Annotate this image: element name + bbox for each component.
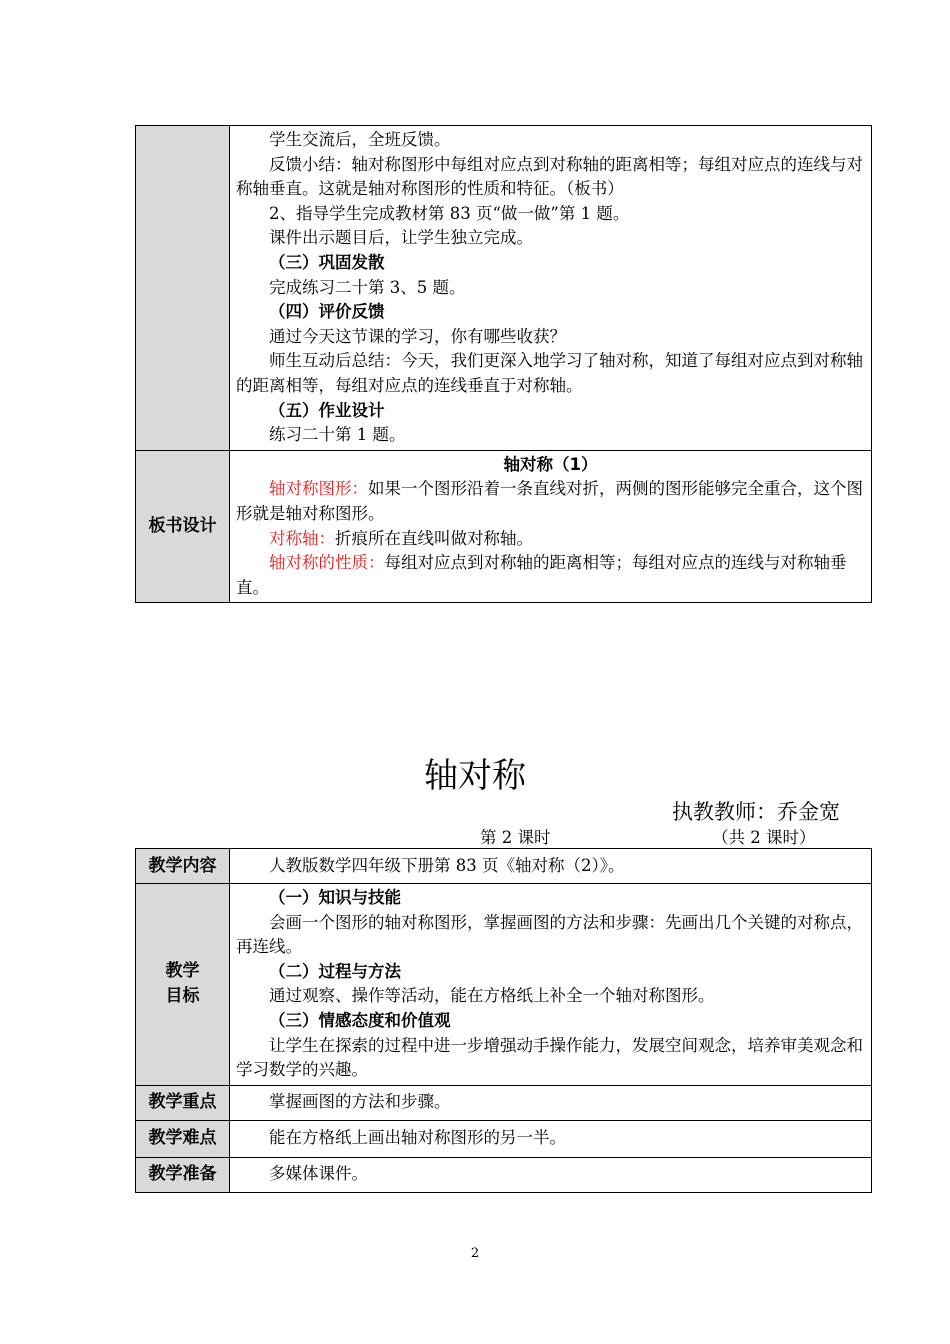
- section-heading: （四）评价反馈: [269, 302, 385, 322]
- goals-label-line: 教学: [165, 961, 200, 982]
- board-term: 对称轴：: [269, 528, 335, 548]
- board-desc: 如果一个图形沿着一条直线对折，两侧的图形能够完全重合，这个图形就是轴对称图形。: [236, 479, 863, 523]
- teaching-content-label: 教学内容: [136, 849, 230, 884]
- teaching-difficulty-row: [136, 1120, 872, 1157]
- board-title: 轴对称（1）: [503, 454, 598, 474]
- process-row: [136, 126, 872, 451]
- teaching-goals-content: [230, 884, 872, 1086]
- board-item: [236, 551, 865, 600]
- teacher-name: 执教教师：乔金宽: [672, 800, 840, 824]
- lesson-number: 第 2 课时: [480, 828, 551, 847]
- teaching-focus-cell: [230, 1085, 872, 1120]
- board-term: 轴对称的性质：: [269, 553, 385, 573]
- board-desc: 每组对应点到对称轴的距离相等；每组对应点的连线与对称轴垂直。: [236, 553, 847, 597]
- teaching-focus-row: [136, 1085, 872, 1120]
- process-label-cell: [136, 126, 230, 451]
- teaching-focus-label: 教学重点: [136, 1085, 230, 1120]
- process-text: 课件出示题目后，让学生独立完成。: [269, 228, 533, 248]
- teaching-prep-row: [136, 1157, 872, 1192]
- process-text: 练习二十第 1 题。: [269, 425, 406, 445]
- goal-heading: （一）知识与技能: [269, 888, 401, 907]
- goal-text: 让学生在探索的过程中进一步增强动手操作能力，发展空间观念，培养审美观念和学习数学的兴趣。: [236, 1035, 863, 1080]
- board-design-label: 板书设计: [136, 450, 230, 603]
- teaching-difficulty-text: 能在方格纸上画出轴对称图形的另一半。: [269, 1128, 566, 1148]
- process-text: 完成练习二十第 3、5 题。: [269, 277, 466, 297]
- board-term: 轴对称图形：: [269, 479, 368, 499]
- goal-heading: （三）情感态度和价值观: [269, 1010, 451, 1030]
- teaching-content-row: [136, 849, 872, 884]
- teaching-focus-text: 掌握画图的方法和步骤。: [269, 1092, 451, 1112]
- process-text: 师生互动后总结：今天，我们更深入地学习了轴对称，知道了每组对应点到对称轴的距离相等，每组对应点的连线垂直于对称轴。: [236, 351, 863, 395]
- goal-text: 通过观察、操作等活动，能在方格纸上补全一个轴对称图形。: [269, 986, 715, 1006]
- teaching-difficulty-label: 教学难点: [136, 1120, 230, 1157]
- lesson-plan-table: [135, 848, 872, 1193]
- teaching-prep-label: 教学准备: [136, 1157, 230, 1192]
- goal-text: 会画一个图形的轴对称图形，掌握画图的方法和步骤：先画出几个关键的对称点，再连线。: [236, 912, 863, 957]
- teaching-content-text: 人教版数学四年级下册第 83 页《轴对称（2）》。: [269, 855, 625, 875]
- teaching-prep-text: 多媒体课件。: [269, 1164, 368, 1184]
- teaching-goals-label: [136, 884, 230, 1086]
- section-heading: （三）巩固发散: [269, 252, 385, 272]
- section-heading: （五）作业设计: [269, 400, 385, 420]
- page-title: 轴对称: [424, 756, 526, 796]
- page-number: 2: [470, 1246, 480, 1261]
- goals-label-line: 目标: [165, 986, 200, 1007]
- board-desc: 折痕所在直线叫做对称轴。: [335, 528, 533, 548]
- teaching-goals-row: [136, 884, 872, 1086]
- teaching-prep-cell: [230, 1157, 872, 1192]
- lesson-process-table: [135, 125, 872, 603]
- process-text: 2、指导学生完成教材第 83 页“做一做”第 1 题。: [269, 203, 630, 223]
- board-design-row: [136, 450, 872, 603]
- board-item: [236, 527, 865, 552]
- board-design-content: [230, 450, 872, 603]
- teaching-content-cell: [230, 849, 872, 884]
- total-lessons: （共 2 课时）: [712, 828, 816, 847]
- board-item: [236, 477, 865, 526]
- process-content: [230, 126, 872, 451]
- teaching-difficulty-cell: [230, 1120, 872, 1157]
- goal-heading: （二）过程与方法: [269, 961, 401, 981]
- process-text: 通过今天这节课的学习，你有哪些收获？: [269, 326, 566, 346]
- process-text: 学生交流后，全班反馈。: [269, 130, 451, 149]
- process-text: 反馈小结：轴对称图形中每组对应点到对称轴的距离相等；每组对应点的连线与对称轴垂直。这就是轴对称图形的性质和特征。（板书）: [236, 154, 863, 199]
